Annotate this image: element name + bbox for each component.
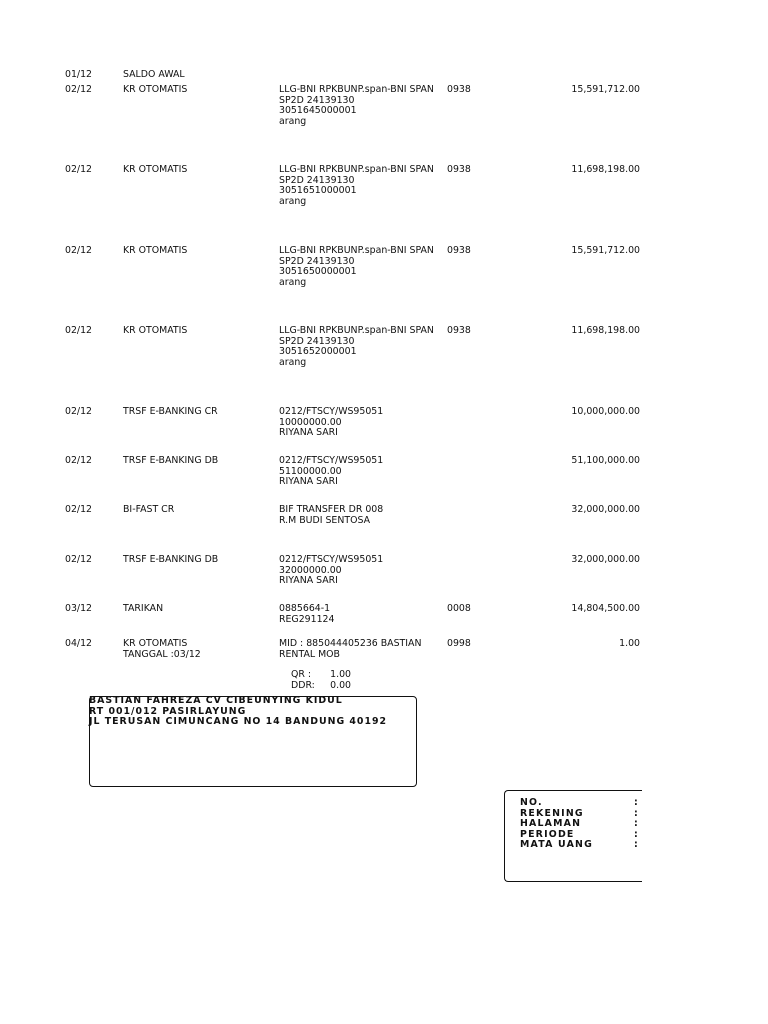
transaction-date: 02/12	[65, 406, 93, 417]
transaction-description	[123, 246, 187, 257]
ddr-label: DDR:	[291, 679, 315, 691]
transaction-description	[123, 505, 174, 516]
remark-line: arang	[279, 276, 307, 288]
description-line: BI-FAST CR	[123, 504, 175, 515]
transaction-date: 03/12	[65, 603, 93, 614]
transaction-amount: 51,100,000.00	[571, 455, 640, 466]
transaction-date: 02/12	[65, 504, 93, 515]
ddr-line	[291, 681, 351, 692]
qr-detail	[291, 670, 351, 691]
transaction-date: 04/12	[65, 638, 93, 649]
transaction-description	[123, 165, 187, 176]
transaction-amount: 15,591,712.00	[571, 245, 640, 256]
transaction-remarks	[279, 246, 434, 288]
transaction-remarks	[279, 326, 434, 368]
remark-line: arang	[279, 115, 307, 127]
account-info-colon: :	[634, 807, 639, 819]
remark-line: 3051650000001	[279, 266, 357, 277]
transaction-description	[123, 639, 201, 660]
address-line-1: BASTIAN FAHREZA CV CIBEUNYING KIDUL	[89, 695, 343, 706]
ddr-value: 0.00	[330, 679, 351, 691]
description-line: TANGGAL :03/12	[123, 648, 201, 660]
transaction-remarks	[279, 505, 383, 526]
account-info-row	[520, 840, 642, 851]
transaction-amount: 32,000,000.00	[571, 504, 640, 515]
branch-code: 0008	[447, 603, 471, 614]
remark-line: REG291124	[279, 613, 335, 625]
description-line: KR OTOMATIS	[123, 325, 188, 336]
transaction-remarks	[279, 639, 421, 660]
transaction-amount: 1.00	[619, 638, 640, 649]
remark-line: LLG-BNI RPKBUNP.span-BNI SPAN	[279, 164, 434, 175]
remark-line: 10000000.00	[279, 416, 342, 428]
transaction-description	[123, 604, 163, 615]
remark-line: RIYANA SARI	[279, 476, 338, 487]
remark-line: 0212/FTSCY/WS95051	[279, 554, 384, 565]
remark-line: 0212/FTSCY/WS95051	[279, 406, 384, 417]
transaction-amount: 10,000,000.00	[571, 406, 640, 417]
remark-line: LLG-BNI RPKBUNP.span-BNI SPAN	[279, 325, 434, 336]
transaction-description	[123, 456, 218, 467]
transaction-remarks	[279, 85, 434, 127]
branch-code: 0938	[447, 245, 471, 256]
transaction-description	[123, 555, 218, 566]
customer-address	[89, 696, 387, 728]
remark-line: LLG-BNI RPKBUNP.span-BNI SPAN	[279, 245, 434, 256]
transaction-description	[123, 70, 185, 81]
remark-line: BIF TRANSFER DR 008	[279, 504, 384, 515]
transaction-description	[123, 407, 218, 418]
account-info-colon: :	[634, 828, 639, 840]
remark-line: 3051652000001	[279, 346, 357, 357]
transaction-remarks	[279, 165, 434, 207]
branch-code: 0938	[447, 84, 471, 95]
account-info-label: PERIODE	[520, 828, 575, 840]
page-edge-mask	[642, 780, 768, 890]
remark-line: 3051645000001	[279, 105, 357, 116]
description-line: KR OTOMATIS	[123, 84, 188, 95]
description-line: TRSF E-BANKING DB	[123, 455, 219, 466]
remark-line: RENTAL MOB	[279, 648, 340, 660]
remark-line: 0885664-1	[279, 603, 331, 614]
description-line: KR OTOMATIS	[123, 245, 188, 256]
transaction-date: 02/12	[65, 164, 93, 175]
address-line-3: JL TERUSAN CIMUNCANG NO 14 BANDUNG 40192	[89, 716, 388, 727]
description-line: TRSF E-BANKING DB	[123, 554, 219, 565]
transaction-date: 01/12	[65, 69, 93, 80]
transaction-amount: 32,000,000.00	[571, 554, 640, 565]
transaction-remarks	[279, 555, 383, 587]
remark-line: MID : 885044405236 BASTIAN	[279, 638, 422, 649]
remark-line: 32000000.00	[279, 564, 342, 576]
transaction-remarks	[279, 604, 335, 625]
transaction-amount: 11,698,198.00	[571, 164, 640, 175]
description-line: KR OTOMATIS	[123, 164, 188, 175]
description-line: TARIKAN	[123, 603, 164, 614]
account-info-colon: :	[634, 839, 639, 850]
transaction-date: 02/12	[65, 325, 93, 336]
transaction-date: 02/12	[65, 554, 93, 565]
branch-code: 0998	[447, 638, 471, 649]
transaction-amount: 11,698,198.00	[571, 325, 640, 336]
branch-code: 0938	[447, 164, 471, 175]
account-info-colon: :	[634, 797, 639, 808]
account-info-label: NO.	[520, 797, 543, 808]
remark-line: R.M BUDI SENTOSA	[279, 514, 371, 526]
transaction-amount: 14,804,500.00	[571, 603, 640, 614]
description-line: SALDO AWAL	[123, 69, 185, 80]
remark-line: arang	[279, 356, 307, 368]
account-info-label: MATA UANG	[520, 839, 593, 850]
remark-line: 3051651000001	[279, 185, 357, 196]
qr-value: 1.00	[330, 669, 351, 680]
transaction-remarks	[279, 407, 383, 439]
remark-line: arang	[279, 195, 307, 207]
transaction-amount: 15,591,712.00	[571, 84, 640, 95]
transaction-date: 02/12	[65, 455, 93, 466]
account-info	[520, 798, 642, 851]
transaction-date: 02/12	[65, 84, 93, 95]
transaction-date: 02/12	[65, 245, 93, 256]
account-info-label: REKENING	[520, 807, 584, 819]
account-info-colon: :	[634, 818, 639, 829]
transaction-remarks	[279, 456, 383, 488]
transaction-description	[123, 326, 187, 337]
remark-line: SP2D 24139130	[279, 174, 355, 186]
remark-line: SP2D 24139130	[279, 94, 355, 106]
branch-code: 0938	[447, 325, 471, 336]
remark-line: SP2D 24139130	[279, 255, 355, 267]
remark-line: 0212/FTSCY/WS95051	[279, 455, 384, 466]
account-info-label: HALAMAN	[520, 818, 582, 829]
remark-line: RIYANA SARI	[279, 575, 338, 586]
address-line-2: RT 001/012 PASIRLAYUNG	[89, 705, 247, 717]
remark-line: LLG-BNI RPKBUNP.span-BNI SPAN	[279, 84, 434, 95]
transaction-description	[123, 85, 187, 96]
remark-line: SP2D 24139130	[279, 335, 355, 347]
description-line: TRSF E-BANKING CR	[123, 406, 218, 417]
remark-line: 51100000.00	[279, 465, 342, 477]
description-line: KR OTOMATIS	[123, 638, 188, 649]
qr-label: QR :	[291, 669, 312, 680]
remark-line: RIYANA SARI	[279, 427, 338, 438]
qr-line	[291, 670, 351, 681]
